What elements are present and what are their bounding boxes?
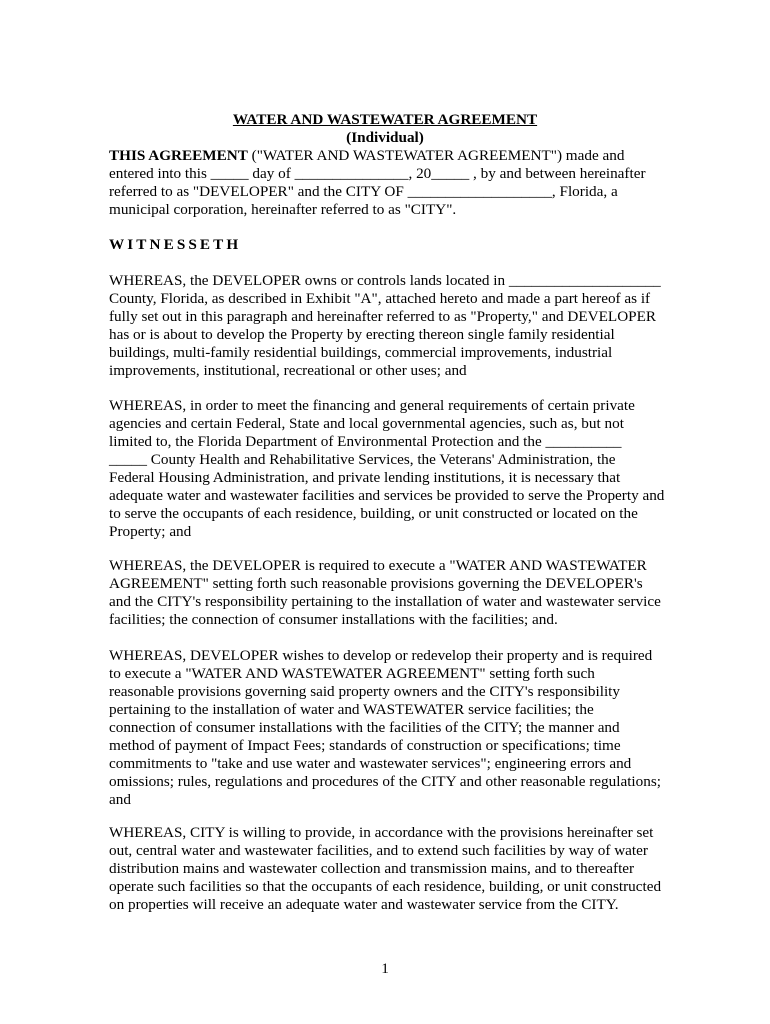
intro-line-text: ("WATER AND WASTEWATER AGREEMENT") made and bbox=[247, 147, 625, 164]
whereas-paragraph-5 bbox=[109, 824, 669, 914]
witnesseth-heading: WITNESSETH bbox=[109, 236, 242, 253]
paragraph-line: improvements, institutional, recreational or other uses; and bbox=[109, 362, 467, 379]
paragraph-line: operate such facilities so that the occupants of each residence, building, or unit constructed bbox=[109, 878, 662, 895]
paragraph-line: connection of consumer installations with the facilities of the CITY; the manner and bbox=[109, 719, 620, 736]
whereas-paragraph-3 bbox=[109, 557, 669, 629]
paragraph-line: to execute a "WATER AND WASTEWATER AGREEMENT" setting forth such bbox=[109, 665, 595, 682]
intro-line: municipal corporation, hereinafter referred to as "CITY". bbox=[109, 201, 457, 218]
paragraph-line: WHEREAS, in order to meet the financing and general requirements of certain private bbox=[109, 397, 635, 414]
whereas-paragraph-2 bbox=[109, 397, 669, 541]
whereas-paragraph-4 bbox=[109, 647, 669, 809]
paragraph-line: facilities; the connection of consumer installations with the facilities; and. bbox=[109, 611, 558, 628]
paragraph-line: on properties will receive an adequate water and wastewater service from the CITY. bbox=[109, 896, 619, 913]
paragraph-line: limited to, the Florida Department of Environmental Protection and the __________ bbox=[109, 433, 622, 450]
paragraph-line: pertaining to the installation of water and WASTEWATER service facilities; the bbox=[109, 701, 594, 718]
paragraph-line: WHEREAS, CITY is willing to provide, in accordance with the provisions hereinafter set bbox=[109, 824, 654, 841]
paragraph-line: Federal Housing Administration, and private lending institutions, it is necessary that bbox=[109, 469, 621, 486]
paragraph-line: WHEREAS, DEVELOPER wishes to develop or redevelop their property and is required bbox=[109, 647, 653, 664]
document-title: WATER AND WASTEWATER AGREEMENT bbox=[232, 111, 538, 128]
paragraph-line: _____ County Health and Rehabilitative Services, the Veterans' Administration, the bbox=[109, 451, 616, 468]
paragraph-line: WHEREAS, the DEVELOPER is required to execute a "WATER AND WASTEWATER bbox=[109, 557, 647, 574]
paragraph-line: WHEREAS, the DEVELOPER owns or controls lands located in ____________________ bbox=[109, 272, 661, 289]
paragraph-line: has or is about to develop the Property by erecting thereon single family residential bbox=[109, 326, 615, 343]
paragraph-line: and bbox=[109, 791, 131, 808]
paragraph-line: method of payment of Impact Fees; standards of construction or specifications; time bbox=[109, 737, 621, 754]
paragraph-line: Property; and bbox=[109, 523, 192, 540]
paragraph-line: and the CITY's responsibility pertaining to the installation of water and wastewater service bbox=[109, 593, 661, 610]
intro-line: entered into this _____ day of _______________, 20_____ , by and between hereinafter bbox=[109, 165, 646, 182]
intro-line: referred to as "DEVELOPER" and the CITY OF ___________________, Florida, a bbox=[109, 183, 618, 200]
intro-lead: THIS AGREEMENT bbox=[109, 147, 248, 164]
paragraph-line: commitments to "take and use water and wastewater services"; engineering errors and bbox=[109, 755, 632, 772]
intro-line bbox=[109, 147, 669, 165]
paragraph-line: agencies and certain Federal, State and local governmental agencies, such as, but not bbox=[109, 415, 624, 432]
paragraph-line: adequate water and wastewater facilities and services be provided to serve the Property and bbox=[109, 487, 665, 504]
paragraph-line: buildings, multi-family residential buildings, commercial improvements, industrial bbox=[109, 344, 613, 361]
paragraph-line: out, central water and wastewater facilities, and to extend such facilities by way of water bbox=[109, 842, 648, 859]
paragraph-line: County, Florida, as described in Exhibit "A", attached hereto and made a part hereof as if bbox=[109, 290, 651, 307]
paragraph-line: omissions; rules, regulations and procedures of the CITY and other reasonable regulations; bbox=[109, 773, 661, 790]
whereas-paragraph-1 bbox=[109, 272, 669, 380]
page-number: 1 bbox=[381, 960, 389, 977]
paragraph-line: fully set out in this paragraph and hereinafter referred to as "Property," and DEVELOPER bbox=[109, 308, 657, 325]
paragraph-line: reasonable provisions governing said property owners and the CITY's responsibility bbox=[109, 683, 620, 700]
paragraph-line: distribution mains and wastewater collection and transmission mains, and to thereafter bbox=[109, 860, 635, 877]
paragraph-line: to serve the occupants of each residence, building, or unit constructed or located on the bbox=[109, 505, 638, 522]
intro-paragraph bbox=[109, 147, 669, 219]
paragraph-line: AGREEMENT" setting forth such reasonable provisions governing the DEVELOPER's bbox=[109, 575, 643, 592]
document-subtitle: (Individual) bbox=[346, 129, 424, 146]
